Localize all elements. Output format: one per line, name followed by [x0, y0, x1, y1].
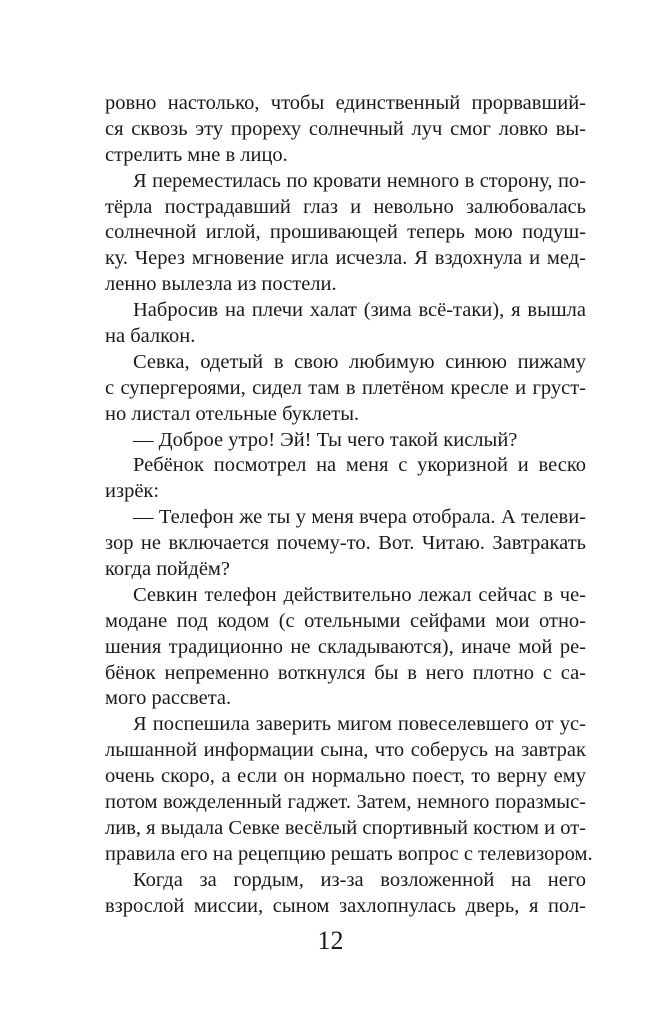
text-line: тёрла пострадавший глаз и невольно залюбовалась	[105, 195, 586, 218]
text-line: Я переместилась по кровати немного в сторону, по-	[133, 169, 586, 192]
text-line: но листал отельные буклеты.	[105, 402, 360, 425]
text-line: Когда за гордым, из-за возложенной на него	[133, 868, 586, 891]
text-line: шения традиционно не складываются), иначе мой ре-	[105, 635, 586, 658]
text-line: ровно настолько, чтобы единственный прорвавший-	[105, 92, 586, 114]
text-line: правила его на рецепцию решать вопрос с телевизором.	[105, 842, 593, 865]
text-line: ся сквозь эту прореху солнечный луч смог ловко вы-	[105, 117, 586, 140]
text-line: зор не включается почему-то. Вот. Читаю. Завтракать	[105, 532, 586, 555]
text-line: мого рассвета.	[105, 687, 232, 710]
text-line: изрёк:	[105, 480, 160, 503]
text-line: с супергероями, сидел там в плетёном кресле и груст-	[105, 376, 586, 399]
text-line: Ребёнок посмотрел на меня с укоризной и веско	[133, 454, 586, 477]
text-line: стрелить мне в лицо.	[105, 143, 288, 166]
text-line: лив, я выдала Севке весёлый спортивный костюм и от-	[105, 816, 586, 839]
text-line: когда пойдём?	[105, 558, 231, 581]
text-line: лышанной информации сына, что соберусь на завтрак	[105, 739, 586, 762]
page-number: 12	[317, 926, 344, 955]
text-line: ку. Через мгновение игла исчезла. Я вздохнула и мед-	[105, 247, 586, 270]
text-line: Набросив на плечи халат (зима всё-таки), я вышла	[133, 299, 586, 322]
text-line: потом вожделенный гаджет. Затем, немного поразмыс-	[105, 791, 586, 814]
text-line: Севкин телефон действительно лежал сейчас в че-	[133, 583, 586, 606]
text-line: солнечной иглой, прошивающей теперь мою подуш-	[105, 221, 586, 244]
text-line: Я поспешила заверить мигом повеселевшего от ус-	[133, 713, 586, 736]
text-line: Севка, одетый в свою любимую синюю пижаму	[133, 350, 586, 373]
text-line: взрослой миссии, сыном захлопнулась дверь, я пол-	[105, 894, 586, 917]
text-line: на балкон.	[105, 325, 196, 348]
text-line: ленно вылезла из постели.	[105, 273, 337, 296]
body-text	[105, 91, 593, 920]
text-line: — Телефон же ты у меня вчера отобрала. А телеви-	[133, 506, 586, 529]
text-line: модане под кодом (с отельными сейфами мои отно-	[105, 609, 586, 632]
text-line: очень скоро, а если он нормально поест, то верну ему	[105, 765, 586, 788]
text-line: бёнок непременно воткнулся бы в него плотно с са-	[105, 661, 586, 684]
text-line: — Доброе утро! Эй! Ты чего такой кислый?	[133, 428, 518, 451]
